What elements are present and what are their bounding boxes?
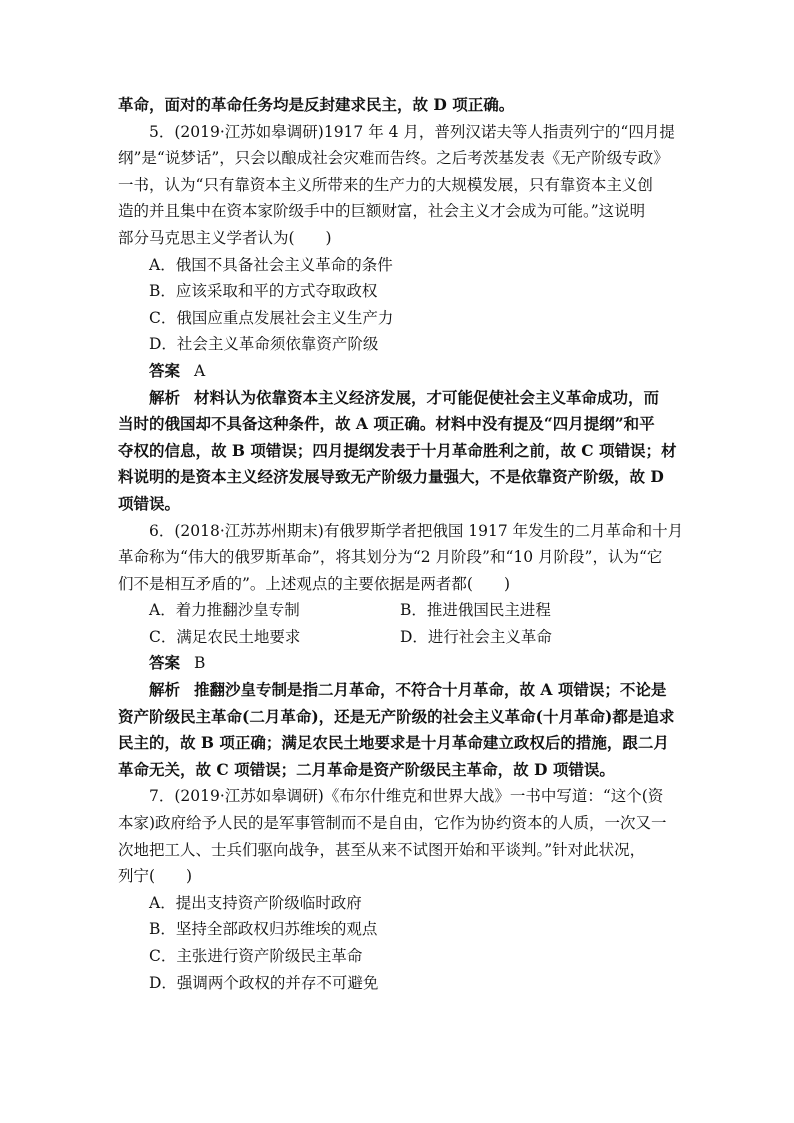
q5-analysis-line: 项错误。	[118, 493, 181, 513]
answer-label: 答案	[149, 360, 181, 380]
q7-stem-line: 列宁( )	[118, 867, 193, 886]
q7-stem-line: 本家)政府给予人民的是军事管制而不是自由，它作为协约资本的人质，一次又一	[118, 814, 667, 833]
question-6	[118, 518, 684, 784]
page-content	[118, 92, 684, 996]
q5-answer	[118, 358, 676, 385]
q5-option-b: B．应该采取和平的方式夺取政权	[149, 282, 378, 301]
q6-analysis-line: 资产阶级民主革命(二月革命)，还是无产阶级的社会主义革命(十月革命)都是追求	[118, 706, 675, 726]
q6-stem-line: 们不是相互矛盾的”。上述观点的主要依据是两者都( )	[118, 574, 511, 593]
q5-stem-line: 部分马克思主义学者认为( )	[118, 228, 332, 247]
q5-stem-line: 纲”是“说梦话”，只会以酿成社会灾难而告终。之后考茨基发表《无产阶级专政》	[118, 149, 669, 168]
answer-value: A	[194, 361, 206, 380]
q6-stem-line: 革命称为“伟大的俄罗斯革命”，将其划分为“2 月阶段”和“10 月阶段”，认为“它	[118, 548, 663, 567]
question-7	[118, 783, 676, 996]
q5-option-d: D．社会主义革命须依靠资产阶级	[149, 335, 379, 354]
q7-option-b: B．坚持全部政权归苏维埃的观点	[149, 920, 378, 939]
q5-option-c: C．俄国应重点发展社会主义生产力	[149, 308, 394, 327]
answer-label: 答案	[149, 653, 181, 673]
q6-option-b: B．推进俄国民主进程	[400, 601, 551, 620]
q6-option-a: A．着力推翻沙皇专制	[149, 601, 300, 620]
answer-value: B	[194, 654, 206, 673]
q7-stem-line: 7．(2019·江苏如皋调研)《布尔什维克和世界大战》一书中写道：“这个(资	[149, 787, 664, 806]
q6-option-c: C．满足农民土地要求	[149, 627, 301, 646]
q6-analysis-line	[118, 677, 676, 704]
q5-stem-line: 5．(2019·江苏如皋调研)1917 年 4 月，普列汉诺夫等人指责列宁的“四月提	[149, 122, 675, 141]
q6-analysis-line: 革命无关，故 C 项错误；二月革命是资产阶级民主革命，故 D 项错误。	[118, 759, 615, 779]
q7-stem-line: 次地把工人、士兵们驱向战争，甚至从来不试图开始和平谈判。”针对此状况，	[118, 840, 646, 859]
q6-stem-line: 6．(2018·江苏苏州期末)有俄罗斯学者把俄国 1917 年发生的二月革命和十月	[149, 521, 684, 540]
q6-option-d: D．进行社会主义革命	[400, 627, 552, 646]
q7-option-a: A．提出支持资产阶级临时政府	[149, 893, 362, 912]
q6-options-row	[118, 624, 676, 651]
q5-analysis-line: 夺权的信息，故 B 项错误；四月提纲发表于十月革命胜利之前，故 C 项错误；材	[118, 440, 677, 460]
q5-analysis-line	[118, 385, 676, 412]
q6-options-row	[118, 597, 676, 624]
q5-option-a: A．俄国不具备社会主义革命的条件	[149, 255, 393, 274]
q5-analysis-line: 料说明的是资本主义经济发展导致无产阶级力量强大，不是依靠资产阶级，故 D	[118, 467, 664, 487]
analysis-label: 解析	[149, 680, 181, 700]
q7-option-c: C．主张进行资产阶级民主革命	[149, 947, 363, 965]
analysis-text: 材料认为依靠资本主义经济发展，才可能促使社会主义革命成功，而	[194, 387, 660, 407]
q6-analysis-line: 民主的，故 B 项正确；满足农民土地要求是十月革命建立政权后的措施，跟二月	[118, 733, 669, 753]
analysis-text: 推翻沙皇专制是指二月革命，不符合十月革命，故 A 项错误；不论是	[194, 680, 667, 700]
previous-analysis-fragment: 革命，面对的革命任务均是反封建求民主，故 D 项正确。	[118, 95, 515, 114]
analysis-label: 解析	[149, 387, 181, 407]
q6-answer	[118, 650, 676, 677]
question-5	[118, 119, 676, 518]
q5-analysis-line: 当时的俄国却不具备这种条件，故 A 项正确。材料中没有提及“四月提纲”和平	[118, 414, 655, 434]
q7-option-d: D．强调两个政权的并存不可避免	[149, 973, 379, 992]
q5-stem-line: 造的并且集中在资本家阶级手中的巨额财富，社会主义才会成为可能。”这说明	[118, 202, 646, 221]
q5-stem-line: 一书，认为“只有靠资本主义所带来的生产力的大规模发展，只有靠资本主义创	[118, 175, 653, 194]
